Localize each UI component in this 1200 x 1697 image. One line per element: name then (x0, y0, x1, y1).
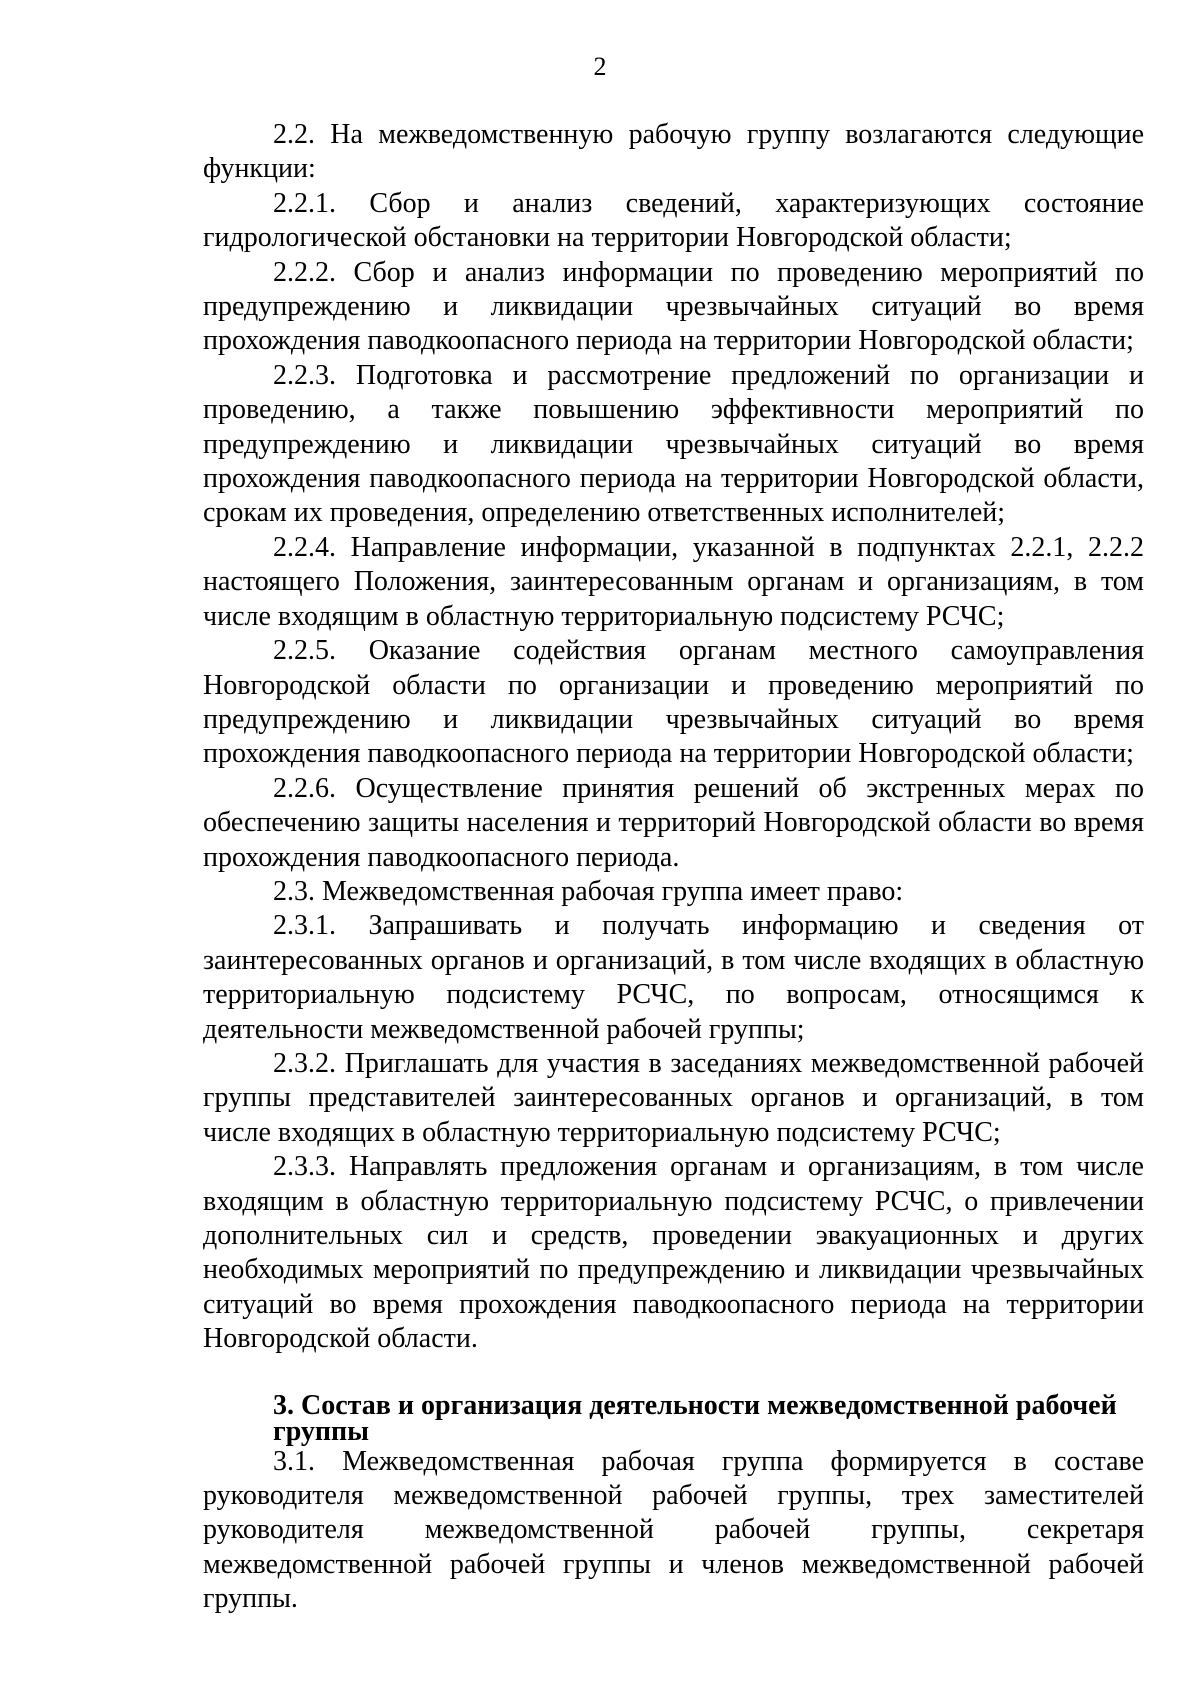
paragraph-2-2-5: 2.2.5. Оказание содействия органам местного самоуправления Новгородской области по организации и проведению мероприятий по предупреждению и ликвидации чрезвычайных ситуаций во время прохождения паводкоопасного периода на территории Новгородской области; (203, 635, 1144, 770)
paragraph-2-3-2: 2.3.2. Приглашать для участия в заседаниях межведомственной рабочей группы представителей заинтересованных органов и организаций, в том числе входящих в областную территориальную подсистему РСЧС; (203, 1047, 1144, 1148)
paragraph-2-2-4: 2.2.4. Направление информации, указанной в подпунктах 2.2.1, 2.2.2 настоящего Положения, заинтересованным органам и организациям, в том числе входящим в областную территориальную подсистему РСЧС; (203, 531, 1144, 632)
paragraph-2-2: 2.2. На межведомственную рабочую группу возлагаются следующие функции: (203, 119, 1144, 185)
paragraph-2-2-3: 2.2.3. Подготовка и рассмотрение предложений по организации и проведению, а также повышению эффективности мероприятий по предупреждению и ликвидации чрезвычайных ситуаций во время прохождения паводкоопасного периода на территории Новгородской области, срокам их проведения, определению ответственных исполнителей; (203, 359, 1144, 529)
paragraph-2-3-3: 2.3.3. Направлять предложения органам и организациям, в том числе входящим в областную территориальную подсистему РСЧС, о привлечении дополнительных сил и средств, проведении эвакуационных и других необходимых мероприятий по предупреждению и ликвидации чрезвычайных ситуаций во время прохождения паводкоопасного периода на территории Новгородской области. (203, 1151, 1144, 1355)
page-number: 2 (593, 52, 607, 81)
section-heading: 3. Состав и организация деятельности межведомственной рабочей группы (273, 1389, 1117, 1447)
paragraph-2-2-6: 2.2.6. Осуществление принятия решений об экстренных мерах по обеспечению защиты населения и территорий Новгородской области во время прохождения паводкоопасного периода. (203, 772, 1144, 873)
paragraph-3-1: 3.1. Межведомственная рабочая группа формируется в составе руководителя межведомственной рабочей группы, трех заместителей руководителя межведомственной рабочей группы, секретаря межведомственной рабочей группы и членов межведомственной рабочей группы. (203, 1445, 1144, 1615)
paragraph-2-2-2: 2.2.2. Сбор и анализ информации по проведению мероприятий по предупреждению и ликвидации чрезвычайных ситуаций во время прохождения паводкоопасного периода на территории Новгородской области; (203, 256, 1144, 357)
paragraph-2-3-1: 2.3.1. Запрашивать и получать информацию и сведения от заинтересованных органов и организаций, в том числе входящих в областную территориальную подсистему РСЧС, по вопросам, относящимся к деятельности межведомственной рабочей группы; (203, 910, 1144, 1045)
paragraph-2-3: 2.3. Межведомственная рабочая группа имеет право: (273, 875, 904, 907)
paragraph-2-2-1: 2.2.1. Сбор и анализ сведений, характеризующих состояние гидрологической обстановки на территории Новгородской области; (203, 187, 1144, 254)
document-body (203, 118, 1144, 1617)
